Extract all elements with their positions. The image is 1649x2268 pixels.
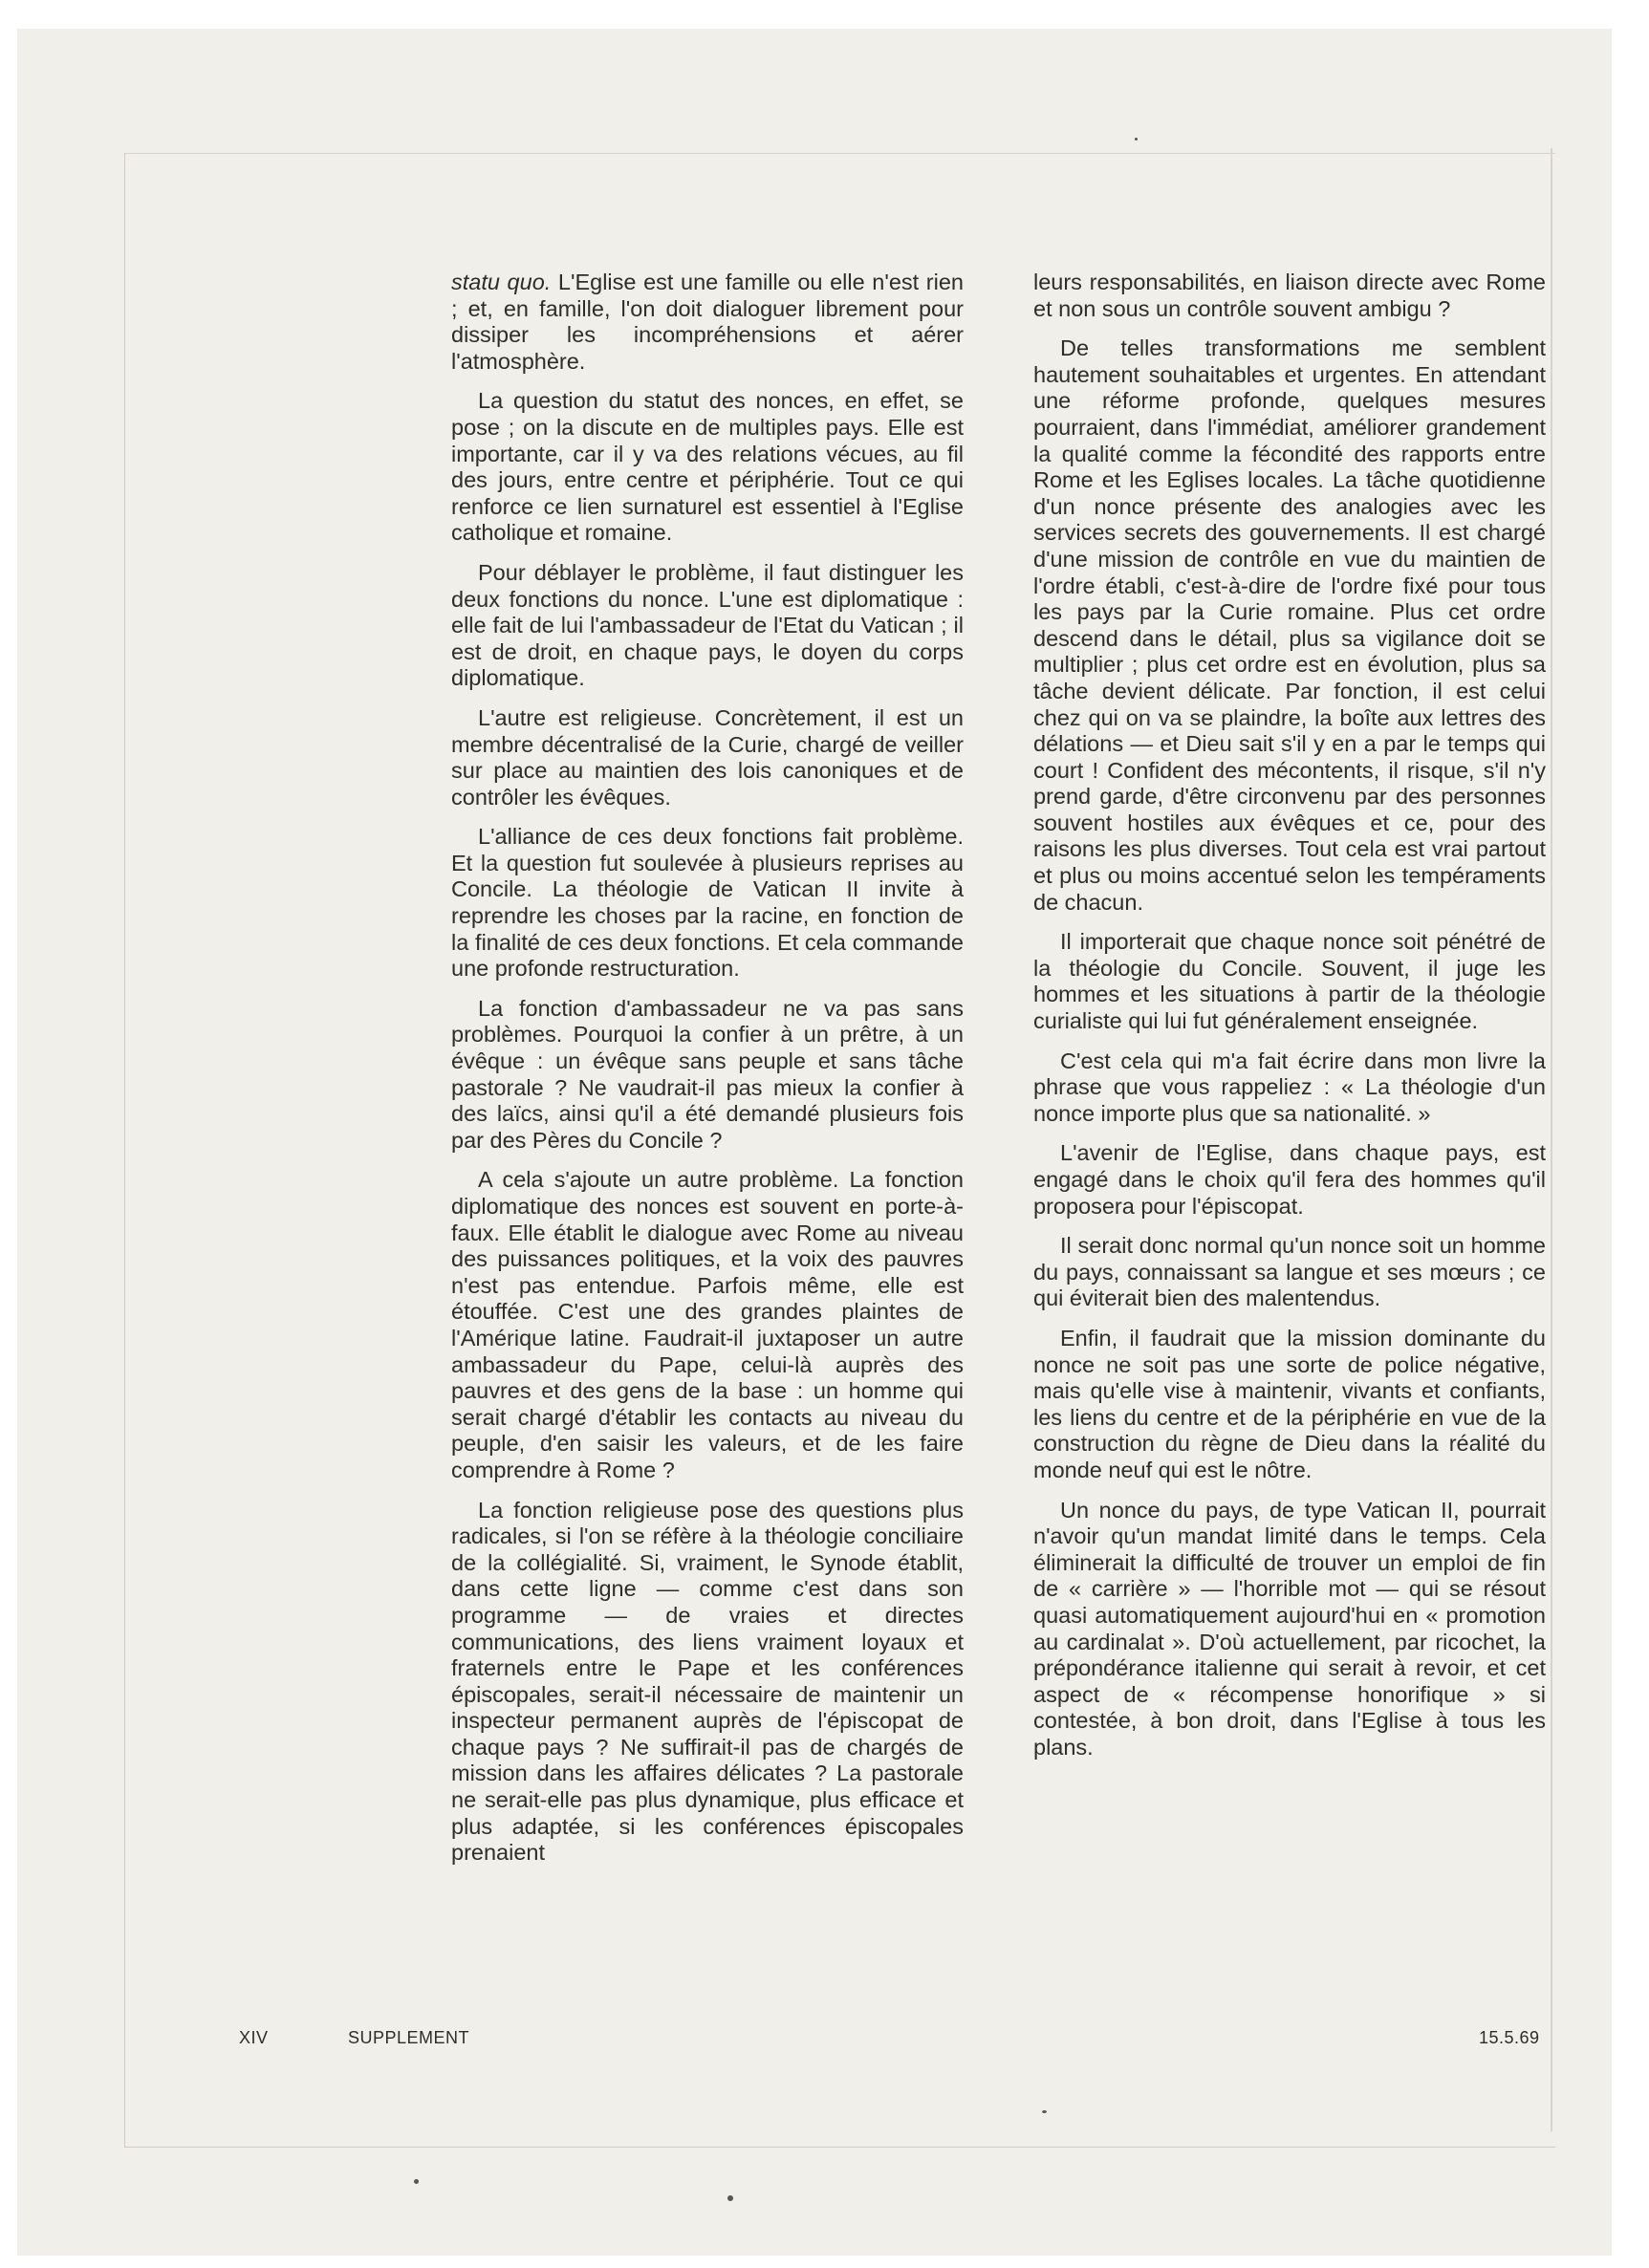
paragraph: L'alliance de ces deux fonctions fait problème. Et la question fut soulevée à plusieurs reprises au Concile. La théologie de Vatican II invite à reprendre les choses par la racine, en fonction de la finalité de ces deux fonctions. Et cela commande une profonde restructuration. bbox=[451, 824, 964, 982]
paragraph: C'est cela qui m'a fait écrire dans mon livre la phrase que vous rappeliez : « La théologie d'un nonce importe plus que sa nationalité. » bbox=[1033, 1048, 1546, 1126]
paragraph: Il serait donc normal qu'un nonce soit un homme du pays, connaissant sa langue et ses mœurs ; ce qui éviterait bien des malentendus. bbox=[1033, 1233, 1546, 1311]
paragraph: Un nonce du pays, de type Vatican II, pourrait n'avoir qu'un mandat limité dans le temps. Cela éliminerait la difficulté de trouver un emploi de fin de « carrière » — l'horrible mot — qui se résout quasi automatiquement aujourd'hui en « promotion au cardinalat ». D'où actuellement, par ricochet, la prépondérance italienne qui serait à revoir, et cet aspect de « récompense honorifique » si contestée, à bon droit, dans l'Eglise à tous les plans. bbox=[1033, 1497, 1546, 1760]
paragraph: A cela s'ajoute un autre problème. La fonction diplomatique des nonces est souvent en porte-à-faux. Elle établit le dialogue avec Rome au niveau des puissances politiques, et la voix des pauvres n'est pas entendue. Parfois même, elle est étouffée. C'est une des grandes plaintes de l'Amérique latine. Faudrait-il juxtaposer un autre ambassadeur du Pape, celui-là auprès des pauvres et des gens de la base : un homme qui serait chargé d'établir les contacts au niveau du peuple, d'en saisir les valeurs, et de les faire comprendre à Rome ? bbox=[451, 1167, 964, 1482]
lead-text: L'Eglise est une famille ou elle n'est rien ; et, en famille, l'on doit dialoguer librement pour dissiper les incompréhensions et aérer l'atmosphère. bbox=[451, 270, 964, 374]
paragraph: De telles transformations me semblent hautement souhaitables et urgentes. En attendant une réforme profonde, quelques mesures pourraient, dans l'immédiat, améliorer grandement la qualité comme la fécondité des rapports entre Rome et les Eglises locales. La tâche quotidienne d'un nonce présente des analogies avec les services secrets des gouvernements. Il est chargé d'une mission de contrôle en vue du maintien de l'ordre établi, c'est-à-dire de l'ordre fixé pour tous les pays par la Curie romaine. Plus cet ordre descend dans le détail, plus sa vigilance doit se multiplier ; plus cet ordre est en évolution, plus sa tâche devient délicate. Par fonction, il est celui chez qui on va se plaindre, la boîte aux lettres des délations — et Dieu sait s'il y en a par le temps qui court ! Confident des mécontents, il risque, s'il n'y prend garde, d'être circonvenu par des personnes souvent hostiles aux évêques et ce, pour des raisons les plus diverses. Tout cela est vrai partout et plus ou moins accentué selon les tempéraments de chacun. bbox=[1033, 335, 1546, 915]
section-label: SUPPLEMENT bbox=[348, 2028, 470, 2047]
paragraph: La fonction d'ambassadeur ne va pas sans problèmes. Pourquoi la confier à un prêtre, à un évêque : un évêque sans peuple et sans tâche pastorale ? Ne vaudrait-il pas mieux la confier à des laïcs, ainsi qu'il a été demandé plusieurs fois par des Pères du Concile ? bbox=[451, 995, 964, 1153]
dust-speck bbox=[727, 2195, 733, 2201]
paragraph: Il importerait que chaque nonce soit pénétré de la théologie du Concile. Souvent, il juge les hommes et les situations à partir de la théologie curialiste qui lui fut généralement enseignée. bbox=[1033, 929, 1546, 1034]
text-column-left bbox=[451, 270, 964, 1880]
paragraph: L'autre est religieuse. Concrètement, il est un membre décentralisé de la Curie, chargé de veiller sur place au maintien des lois canoniques et de contrôler les évêques. bbox=[451, 704, 964, 810]
page-number: XIV bbox=[239, 2028, 269, 2047]
dust-speck bbox=[414, 2179, 419, 2184]
issue-date: 15.5.69 bbox=[1479, 2028, 1540, 2047]
paragraph: Enfin, il faudrait que la mission dominante du nonce ne soit pas une sorte de police négative, mais qu'elle vise à maintenir, vivants et confiants, les liens du centre et de la périphérie en vue de la construction du règne de Dieu dans la réalité du monde neuf qui est le nôtre. bbox=[1033, 1325, 1546, 1482]
dust-speck bbox=[1135, 138, 1138, 140]
dust-speck bbox=[1042, 2110, 1047, 2113]
paragraph: leurs responsabilités, en liaison directe avec Rome et non sous un contrôle souvent ambigu ? bbox=[1033, 270, 1546, 321]
paragraph: La fonction religieuse pose des questions plus radicales, si l'on se réfère à la théologie conciliaire de la collégialité. Si, vraiment, le Synode établit, dans cette ligne — comme c'est dans son programme — de vraies et directes communications, des liens vraiment loyaux et fraternels entre le Pape et les conférences épiscopales, serait-il nécessaire de maintenir un inspecteur permanent auprès de l'épiscopat de chaque pays ? Ne suffirait-il pas de chargés de mission dans les affaires délicates ? La pastorale ne serait-elle pas plus dynamique, plus efficace et plus adaptée, si les conférences épiscopales prenaient bbox=[451, 1497, 964, 1866]
text-column-right bbox=[1033, 270, 1546, 1774]
page-edge bbox=[1551, 148, 1552, 2131]
paragraph bbox=[451, 270, 964, 375]
lead-italic: statu quo. bbox=[451, 270, 552, 294]
paragraph: Pour déblayer le problème, il faut distinguer les deux fonctions du nonce. L'une est diplomatique : elle fait de lui l'ambassadeur de l'Etat du Vatican ; il est de droit, en chaque pays, le doyen du corps diplomatique. bbox=[451, 559, 964, 691]
paragraph: L'avenir de l'Eglise, dans chaque pays, est engagé dans le choix qu'il fera des hommes qu'il proposera pour l'épiscopat. bbox=[1033, 1140, 1546, 1219]
paragraph: La question du statut des nonces, en effet, se pose ; on la discute en de multiples pays. Elle est importante, car il y va des relations vécues, au fil des jours, entre centre et périphérie. Tout ce qui renforce ce lien surnaturel est essentiel à l'Eglise catholique et romaine. bbox=[451, 388, 964, 546]
